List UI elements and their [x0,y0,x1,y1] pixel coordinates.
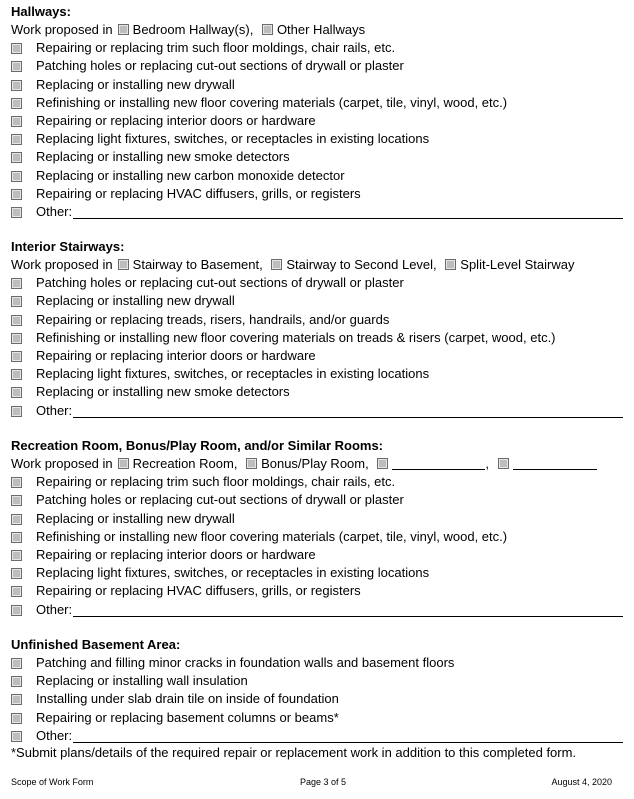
list-item: Repairing or replacing HVAC diffusers, grills, or registers [11,582,623,600]
checkbox[interactable] [11,61,22,72]
list-item: Replacing light fixtures, switches, or receptacles in existing locations [11,130,623,148]
list-item: Repairing or replacing trim such floor moldings, chair rails, etc. [11,39,623,57]
option-other-hallways: Other Hallways [276,22,366,37]
footer-form-name: Scope of Work Form [11,777,94,787]
list-item: Replacing or installing new drywall [11,510,623,528]
option-bonus-play-room: Bonus/Play Room, [261,456,369,471]
other-row [11,402,623,420]
list-item: Replacing or installing new smoke detectors [11,148,623,166]
hallways-heading: Hallways: [11,4,71,19]
checkbox[interactable] [11,43,22,54]
checkbox-split-level-stairway[interactable] [445,259,456,270]
basement-section [11,636,623,745]
footer-page-number: Page 3 of 5 [300,777,347,787]
checkbox[interactable] [11,296,22,307]
other-label: Other: [36,601,73,617]
custom-room-1-input[interactable] [392,457,485,470]
hallways-work-proposed [11,21,623,39]
stairways-section [11,238,623,420]
checkbox[interactable] [11,369,22,380]
list-item: Refinishing or installing new floor covering materials on treads & risers (carpet, wood, etc.) [11,329,623,347]
other-row [11,203,623,221]
checkbox[interactable] [11,495,22,506]
other-input-line[interactable] [73,742,623,743]
other-input-line[interactable] [73,616,623,617]
recreation-section [11,437,623,619]
checkbox[interactable] [11,278,22,289]
work-proposed-label: Work proposed in [11,257,113,272]
checkbox-other-hallways[interactable] [262,24,273,35]
list-item: Replacing or installing wall insulation [11,672,623,690]
other-input-line[interactable] [73,218,623,219]
list-item: Patching holes or replacing cut-out sections of drywall or plaster [11,274,623,292]
checkbox[interactable] [11,514,22,525]
custom-room-2-input[interactable] [513,457,597,470]
basement-heading: Unfinished Basement Area: [11,637,181,652]
checkbox[interactable] [11,586,22,597]
list-item: Repairing or replacing interior doors or hardware [11,546,623,564]
checkbox-custom-room-1[interactable] [377,458,388,469]
other-row [11,601,623,619]
checkbox[interactable] [11,152,22,163]
checkbox-other[interactable] [11,731,22,742]
option-stairway-second-level: Stairway to Second Level, [286,257,437,272]
checkbox-other[interactable] [11,406,22,417]
checkbox[interactable] [11,80,22,91]
checkbox[interactable] [11,333,22,344]
checkbox-custom-room-2[interactable] [498,458,509,469]
list-item: Repairing or replacing treads, risers, handrails, and/or guards [11,311,623,329]
checkbox[interactable] [11,676,22,687]
checkbox-bedroom-hallways[interactable] [118,24,129,35]
checkbox-stairway-second-level[interactable] [271,259,282,270]
list-item: Replacing or installing new drywall [11,292,623,310]
list-item: Refinishing or installing new floor covering materials (carpet, tile, vinyl, wood, etc.) [11,528,623,546]
work-proposed-label: Work proposed in [11,456,113,471]
other-input-line[interactable] [73,417,623,418]
list-item: Replacing or installing new smoke detectors [11,383,623,401]
checkbox[interactable] [11,477,22,488]
recreation-work-proposed [11,455,623,473]
stairways-heading: Interior Stairways: [11,239,125,254]
other-label: Other: [36,203,73,219]
checkbox[interactable] [11,116,22,127]
other-label: Other: [36,402,73,418]
list-item: Repairing or replacing HVAC diffusers, grills, or registers [11,185,623,203]
option-split-level-stairway: Split-Level Stairway [460,257,575,272]
hallways-section [11,3,623,221]
blank-separator: , [485,456,489,471]
checkbox[interactable] [11,171,22,182]
list-item: Repairing or replacing interior doors or hardware [11,347,623,365]
checkbox[interactable] [11,189,22,200]
list-item: Replacing light fixtures, switches, or receptacles in existing locations [11,365,623,383]
checkbox-bonus-play-room[interactable] [246,458,257,469]
checkbox[interactable] [11,532,22,543]
checkbox[interactable] [11,694,22,705]
checkbox-stairway-basement[interactable] [118,259,129,270]
checkbox[interactable] [11,568,22,579]
option-stairway-basement: Stairway to Basement, [132,257,263,272]
list-item: Replacing or installing new drywall [11,76,623,94]
list-item: Replacing light fixtures, switches, or receptacles in existing locations [11,564,623,582]
checkbox-other[interactable] [11,207,22,218]
footer-date: August 4, 2020 [551,777,612,787]
other-row [11,727,623,745]
checkbox[interactable] [11,98,22,109]
list-item: Replacing or installing new carbon monoxide detector [11,167,623,185]
list-item: Patching holes or replacing cut-out sections of drywall or plaster [11,57,623,75]
list-item: Installing under slab drain tile on inside of foundation [11,690,623,708]
work-proposed-label: Work proposed in [11,22,113,37]
list-item: Repairing or replacing basement columns or beams* [11,709,623,727]
checkbox[interactable] [11,658,22,669]
checkbox[interactable] [11,550,22,561]
list-item: Repairing or replacing trim such floor moldings, chair rails, etc. [11,473,623,491]
recreation-heading: Recreation Room, Bonus/Play Room, and/or Similar Rooms: [11,438,384,453]
stairways-work-proposed [11,256,623,274]
option-recreation-room: Recreation Room, [132,456,238,471]
list-item: Refinishing or installing new floor covering materials (carpet, tile, vinyl, wood, etc.) [11,94,623,112]
list-item: Patching holes or replacing cut-out sections of drywall or plaster [11,491,623,509]
list-item: Patching and filling minor cracks in foundation walls and basement floors [11,654,623,672]
list-item: Repairing or replacing interior doors or hardware [11,112,623,130]
checkbox[interactable] [11,713,22,724]
option-bedroom-hallways: Bedroom Hallway(s), [132,22,254,37]
submission-note: *Submit plans/details of the required repair or replacement work in addition to this completed form. [11,745,577,760]
checkbox[interactable] [11,134,22,145]
checkbox-recreation-room[interactable] [118,458,129,469]
checkbox-other[interactable] [11,605,22,616]
other-label: Other: [36,727,73,743]
checkbox[interactable] [11,387,22,398]
checkbox[interactable] [11,315,22,326]
checkbox[interactable] [11,351,22,362]
